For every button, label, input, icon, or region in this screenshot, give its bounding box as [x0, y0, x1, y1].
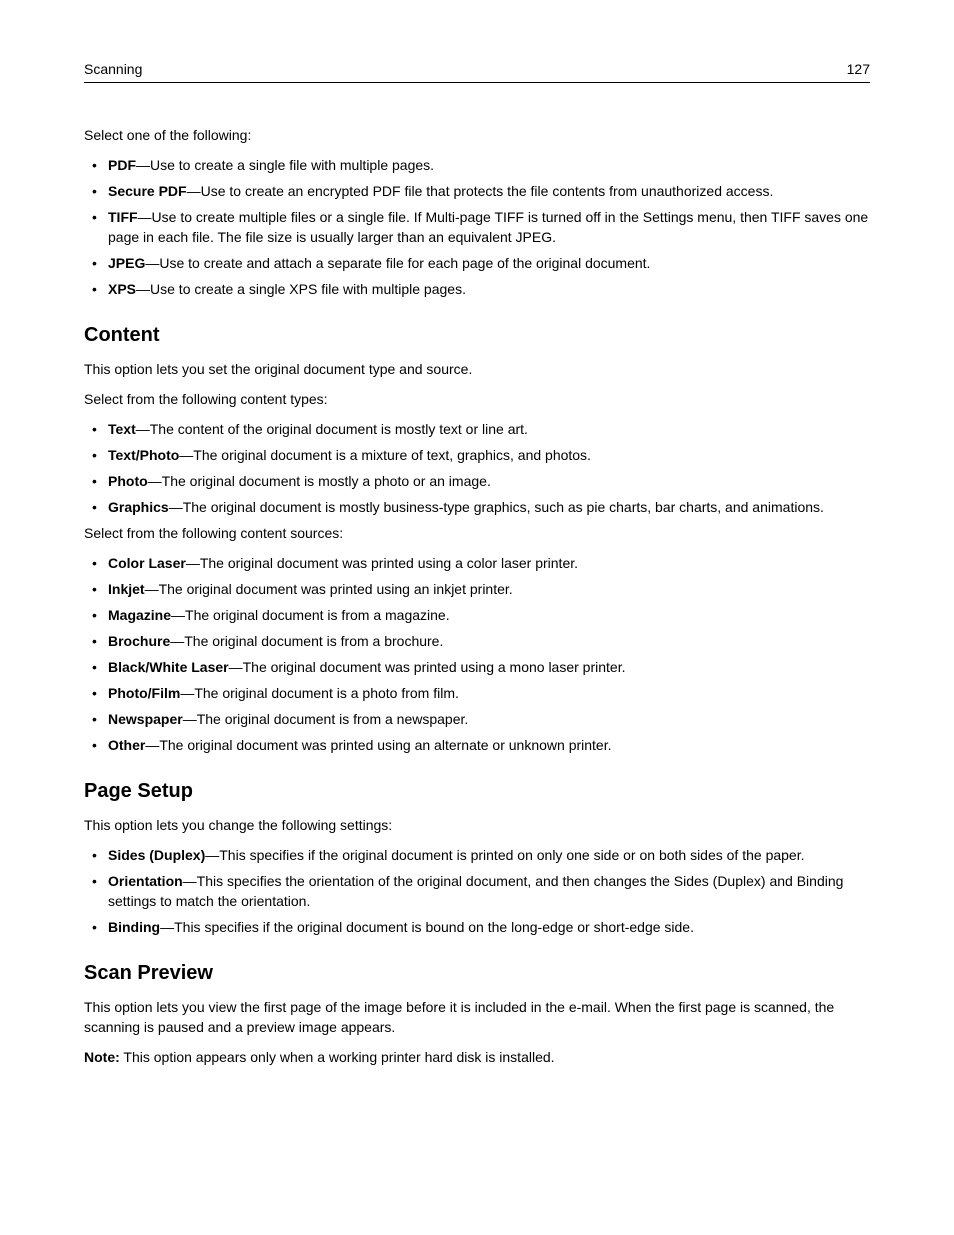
- bullet-icon: •: [92, 421, 97, 437]
- list-item: [84, 709, 870, 729]
- item-term: Secure PDF: [108, 183, 187, 199]
- item-term: Black/White Laser: [108, 659, 229, 675]
- page-setup-description: This option lets you change the following settings:: [84, 817, 393, 833]
- item-term: Orientation: [108, 873, 183, 889]
- list-item: [84, 181, 870, 201]
- item-term: Binding: [108, 919, 161, 935]
- item-term: Photo/Film: [108, 685, 181, 701]
- item-term: Sides (Duplex): [108, 847, 206, 863]
- content-description: This option lets you set the original document type and source.: [84, 361, 473, 377]
- item-term: XPS: [108, 281, 137, 297]
- item-desc: —The original document was printed using an inkjet printer.: [144, 581, 513, 597]
- item-term: Graphics: [108, 499, 169, 515]
- bullet-icon: •: [92, 607, 97, 623]
- item-term: JPEG: [108, 255, 146, 271]
- list-item: [84, 279, 870, 299]
- bullet-icon: •: [92, 555, 97, 571]
- page-body: [84, 125, 870, 1077]
- item-desc: —This specifies if the original document is printed on only one side or on both sides of the paper.: [205, 847, 805, 863]
- item-desc: —This specifies the orientation of the original document, and then changes the Sides (Duplex) and Binding settings to match the orientation.: [108, 873, 844, 909]
- list-item: [84, 605, 870, 625]
- content-sources-list: [84, 553, 870, 755]
- list-item: [84, 735, 870, 755]
- item-term: Inkjet: [108, 581, 145, 597]
- item-desc: —The original document is a mixture of text, graphics, and photos.: [179, 447, 591, 463]
- item-desc: —Use to create a single file with multiple pages.: [136, 157, 435, 173]
- item-term: Color Laser: [108, 555, 186, 571]
- list-item: [84, 497, 870, 517]
- item-desc: —The original document is a photo from film.: [180, 685, 459, 701]
- bullet-icon: •: [92, 659, 97, 675]
- page-setup-list: [84, 845, 870, 937]
- note-label: Note:: [84, 1049, 120, 1065]
- item-term: Brochure: [108, 633, 171, 649]
- item-term: Photo: [108, 473, 148, 489]
- item-desc: —The original document is mostly a photo or an image.: [147, 473, 491, 489]
- bullet-icon: •: [92, 847, 97, 863]
- bullet-icon: •: [92, 919, 97, 935]
- list-item: [84, 657, 870, 677]
- content-sources-lead: Select from the following content sources:: [84, 525, 344, 541]
- note-text: This option appears only when a working printer hard disk is installed.: [119, 1049, 555, 1065]
- item-desc: —The original document is from a newspaper.: [182, 711, 469, 727]
- bullet-icon: •: [92, 447, 97, 463]
- list-item: [84, 419, 870, 439]
- content-types-list: [84, 419, 870, 517]
- intro-lead: Select one of the following:: [84, 127, 252, 143]
- item-desc: —Use to create and attach a separate file for each page of the original document.: [145, 255, 651, 271]
- scan-preview-description: This option lets you view the first page of the image before it is included in the e-mail. When the first page is scanned, the scanning is paused and a preview image appears.: [84, 999, 835, 1035]
- list-item: [84, 553, 870, 573]
- list-item: [84, 253, 870, 273]
- bullet-icon: •: [92, 499, 97, 515]
- item-term: Text: [108, 421, 136, 437]
- section-heading-page-setup: Page Setup: [84, 780, 193, 802]
- list-item: [84, 917, 870, 937]
- bullet-icon: •: [92, 685, 97, 701]
- bullet-icon: •: [92, 711, 97, 727]
- item-desc: —The content of the original document is mostly text or line art.: [135, 421, 528, 437]
- bullet-icon: •: [92, 737, 97, 753]
- bullet-icon: •: [92, 473, 97, 489]
- item-desc: —The original document is mostly business-type graphics, such as pie charts, bar charts, and animations.: [168, 499, 824, 515]
- bullet-icon: •: [92, 873, 97, 889]
- bullet-icon: •: [92, 281, 97, 297]
- header-section-title: Scanning: [84, 61, 143, 77]
- note-paragraph: [84, 1047, 870, 1067]
- page-number: 127: [846, 61, 870, 77]
- item-desc: —Use to create an encrypted PDF file that protects the file contents from unauthorized access.: [186, 183, 774, 199]
- format-list: [84, 155, 870, 299]
- bullet-icon: •: [92, 581, 97, 597]
- list-item: [84, 207, 870, 247]
- list-item: [84, 631, 870, 651]
- item-desc: —Use to create multiple files or a single file. If Multi-page TIFF is turned off in the Settings menu, then TIFF saves one page in each file. The file size is usually larger than an equivalent JPEG.: [108, 209, 869, 245]
- item-term: Other: [108, 737, 146, 753]
- item-desc: —The original document was printed using a color laser printer.: [185, 555, 579, 571]
- item-desc: —This specifies if the original document is bound on the long-edge or short-edge side.: [160, 919, 694, 935]
- item-desc: —Use to create a single XPS file with multiple pages.: [136, 281, 466, 297]
- item-term: Newspaper: [108, 711, 183, 727]
- bullet-icon: •: [92, 633, 97, 649]
- bullet-icon: •: [92, 209, 97, 225]
- bullet-icon: •: [92, 255, 97, 271]
- bullet-icon: •: [92, 157, 97, 173]
- item-desc: —The original document was printed using a mono laser printer.: [228, 659, 626, 675]
- content-types-lead: Select from the following content types:: [84, 391, 328, 407]
- item-desc: —The original document was printed using an alternate or unknown printer.: [145, 737, 612, 753]
- section-heading-scan-preview: Scan Preview: [84, 962, 213, 984]
- item-term: Text/Photo: [108, 447, 180, 463]
- list-item: [84, 445, 870, 465]
- list-item: [84, 471, 870, 491]
- list-item: [84, 155, 870, 175]
- item-term: TIFF: [108, 209, 138, 225]
- bullet-icon: •: [92, 183, 97, 199]
- section-heading-content: Content: [84, 324, 160, 346]
- item-desc: —The original document is from a magazine.: [171, 607, 450, 623]
- list-item: [84, 845, 870, 865]
- item-term: Magazine: [108, 607, 172, 623]
- item-desc: —The original document is from a brochure.: [170, 633, 444, 649]
- list-item: [84, 683, 870, 703]
- list-item: [84, 579, 870, 599]
- list-item: [84, 871, 870, 911]
- item-term: PDF: [108, 157, 136, 173]
- page-header: [84, 60, 870, 83]
